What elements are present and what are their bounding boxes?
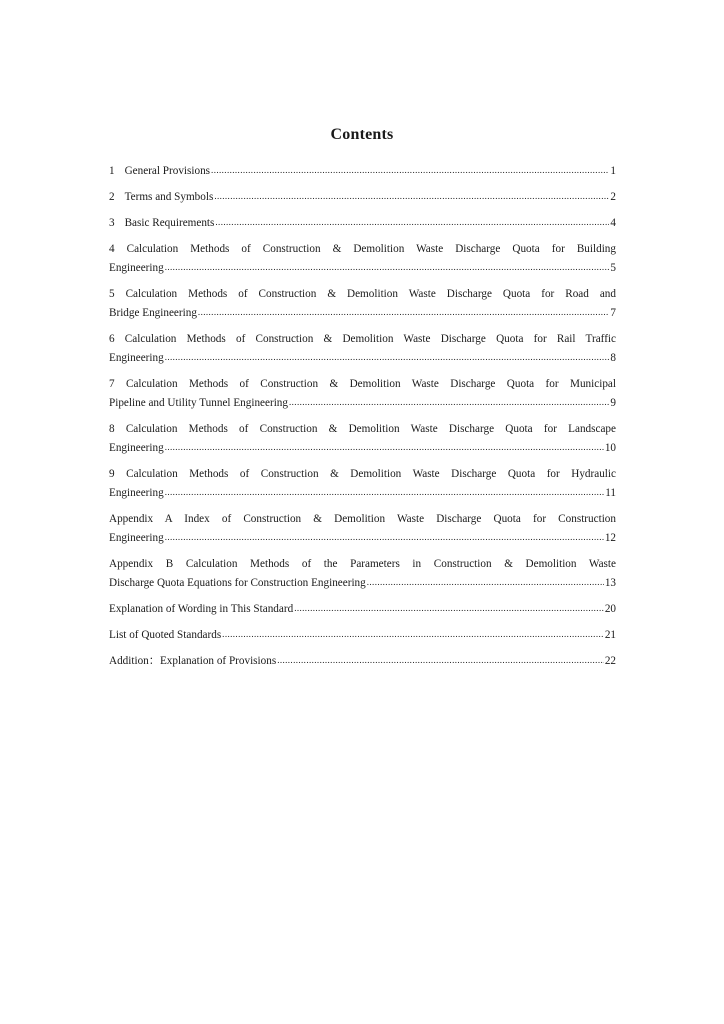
toc-page-number: 7 — [610, 307, 616, 319]
toc-entry-number: 3 — [109, 217, 115, 229]
toc-entry-title: 9 Calculation Methods of Construction & Demolition Waste Discharge Quota for Hydraulic — [109, 468, 616, 480]
toc-page-number: 1 — [610, 165, 616, 177]
toc-entry-title-continued: Engineering — [109, 487, 164, 499]
toc-entry-title: List of Quoted Standards — [109, 629, 222, 641]
dot-leader — [165, 483, 605, 502]
toc-entry-title: 7 Calculation Methods of Construction & Demolition Waste Discharge Quota for Municipal — [109, 378, 616, 390]
toc-entry-title-continued: Discharge Quota Equations for Construction Engineering — [109, 577, 366, 589]
dot-leader — [215, 213, 609, 232]
toc-entry-title: Appendix B Calculation Methods of the Parameters in Construction & Demolition Waste — [109, 558, 616, 570]
toc-page-number: 21 — [604, 629, 616, 641]
toc-page-number: 13 — [604, 577, 616, 589]
toc-entry-number: 2 — [109, 191, 115, 203]
toc-page-number: 5 — [610, 262, 616, 274]
toc-entry-title-continued: Engineering — [109, 352, 164, 364]
toc-entry-6[interactable] — [109, 330, 616, 368]
dot-leader — [165, 528, 604, 547]
dot-leader — [222, 625, 604, 644]
toc-entry-3[interactable] — [109, 214, 616, 233]
toc-entry-number: 1 — [109, 165, 115, 177]
dot-leader — [289, 393, 609, 412]
dot-leader — [211, 161, 609, 180]
toc-page-number: 8 — [610, 352, 616, 364]
toc-entry-title: Explanation of Wording in This Standard — [109, 603, 294, 615]
toc-page-number: 9 — [610, 397, 616, 409]
toc-entry-9[interactable] — [109, 465, 616, 503]
toc-entry-appendix-b[interactable] — [109, 555, 616, 593]
toc-entry-title: Terms and Symbols — [124, 191, 214, 203]
toc-page-number: 12 — [604, 532, 616, 544]
toc-entry-5[interactable] — [109, 285, 616, 323]
dot-leader — [165, 438, 604, 457]
toc-entry-2[interactable] — [109, 188, 616, 207]
toc-entry-title: 8 Calculation Methods of Construction & Demolition Waste Discharge Quota for Landscape — [109, 423, 616, 435]
toc-entry-title: 5 Calculation Methods of Construction & Demolition Waste Discharge Quota for Road and — [109, 288, 616, 300]
toc-entry-title-continued: Bridge Engineering — [109, 307, 197, 319]
toc-entry-title: Addition：Explanation of Provisions — [109, 655, 277, 667]
toc-entry-8[interactable] — [109, 420, 616, 458]
toc-entry-wording[interactable] — [109, 600, 616, 619]
page-title: Contents — [330, 126, 394, 143]
toc-entry-1[interactable] — [109, 162, 616, 181]
dot-leader — [367, 573, 604, 592]
toc-entry-quoted-standards[interactable] — [109, 626, 616, 645]
dot-leader — [277, 651, 604, 670]
toc-entry-title: Appendix A Index of Construction & Demolition Waste Discharge Quota for Construction — [109, 513, 616, 525]
toc-entry-4[interactable] — [109, 240, 616, 278]
toc-entry-title: 4 Calculation Methods of Construction & Demolition Waste Discharge Quota for Building — [109, 243, 616, 255]
toc-page-number: 2 — [610, 191, 616, 203]
dot-leader — [214, 187, 609, 206]
toc-entry-title-continued: Engineering — [109, 262, 164, 274]
toc-entry-title-continued: Pipeline and Utility Tunnel Engineering — [109, 397, 288, 409]
toc-page-number: 4 — [610, 217, 616, 229]
toc-page-number: 10 — [604, 442, 616, 454]
toc-entry-title: 6 Calculation Methods of Construction & Demolition Waste Discharge Quota for Rail Traffic — [109, 333, 616, 345]
toc-entry-appendix-a[interactable] — [109, 510, 616, 548]
dot-leader — [198, 303, 609, 322]
dot-leader — [294, 599, 604, 618]
dot-leader — [165, 348, 610, 367]
toc-page-number: 20 — [604, 603, 616, 615]
toc-entry-7[interactable] — [109, 375, 616, 413]
dot-leader — [165, 258, 610, 277]
toc-entry-title: Basic Requirements — [124, 217, 215, 229]
table-of-contents — [109, 162, 616, 678]
toc-entry-title-continued: Engineering — [109, 442, 164, 454]
toc-entry-explanation-provisions[interactable] — [109, 652, 616, 671]
toc-entry-title: General Provisions — [124, 165, 211, 177]
toc-page-number: 22 — [604, 655, 616, 667]
toc-page-number: 11 — [605, 487, 616, 499]
toc-entry-title-continued: Engineering — [109, 532, 164, 544]
